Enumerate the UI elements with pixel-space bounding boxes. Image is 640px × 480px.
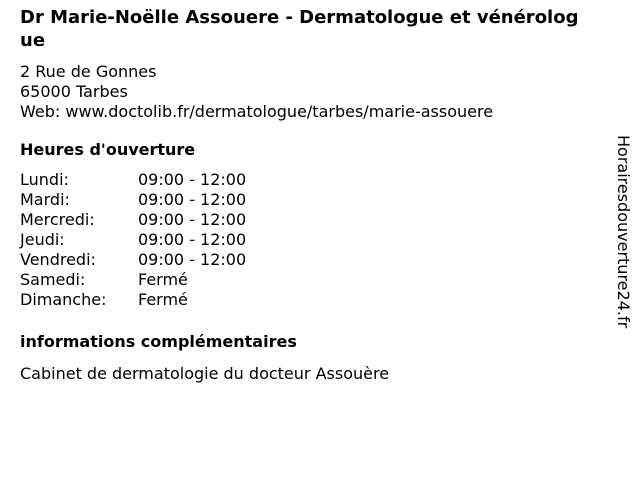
day-label: Vendredi:	[20, 250, 96, 269]
business-card	[20, 6, 590, 384]
website-label: Web:	[20, 102, 61, 121]
day-hours: Fermé	[138, 270, 188, 289]
opening-hours-heading: Heures d'ouverture	[20, 140, 196, 159]
day-label: Samedi:	[20, 270, 86, 289]
day-hours: Fermé	[138, 290, 188, 309]
day-hours: 09:00 - 12:00	[138, 250, 247, 269]
additional-info-heading: informations complémentaires	[20, 332, 297, 351]
site-watermark: Horairesdouverture24.fr	[614, 135, 633, 329]
street-address: 2 Rue de Gonnes	[20, 62, 157, 81]
hours-row-tuesday	[20, 190, 590, 210]
hours-row-thursday	[20, 230, 590, 250]
opening-hours-table	[20, 170, 590, 310]
website-link[interactable]: www.doctolib.fr/dermatologue/tarbes/marie-assouere	[65, 102, 494, 121]
day-label: Mercredi:	[20, 210, 95, 229]
hours-row-wednesday	[20, 210, 590, 230]
postal-city: 65000 Tarbes	[20, 82, 128, 101]
hours-row-monday	[20, 170, 590, 190]
day-hours: 09:00 - 12:00	[138, 210, 247, 229]
hours-row-friday	[20, 250, 590, 270]
day-label: Mardi:	[20, 190, 70, 209]
hours-row-sunday	[20, 290, 590, 310]
address-block	[20, 62, 590, 122]
day-hours: 09:00 - 12:00	[138, 170, 247, 189]
business-name: Dr Marie-Noëlle Assouere - Dermatologue et vénérologue	[20, 7, 579, 51]
website-line	[20, 102, 590, 122]
day-hours: 09:00 - 12:00	[138, 190, 247, 209]
hours-row-saturday	[20, 270, 590, 290]
day-label: Dimanche:	[20, 290, 107, 309]
additional-info-text: Cabinet de dermatologie du docteur Assouère	[20, 364, 390, 383]
day-hours: 09:00 - 12:00	[138, 230, 247, 249]
day-label: Lundi:	[20, 170, 69, 189]
day-label: Jeudi:	[20, 230, 65, 249]
